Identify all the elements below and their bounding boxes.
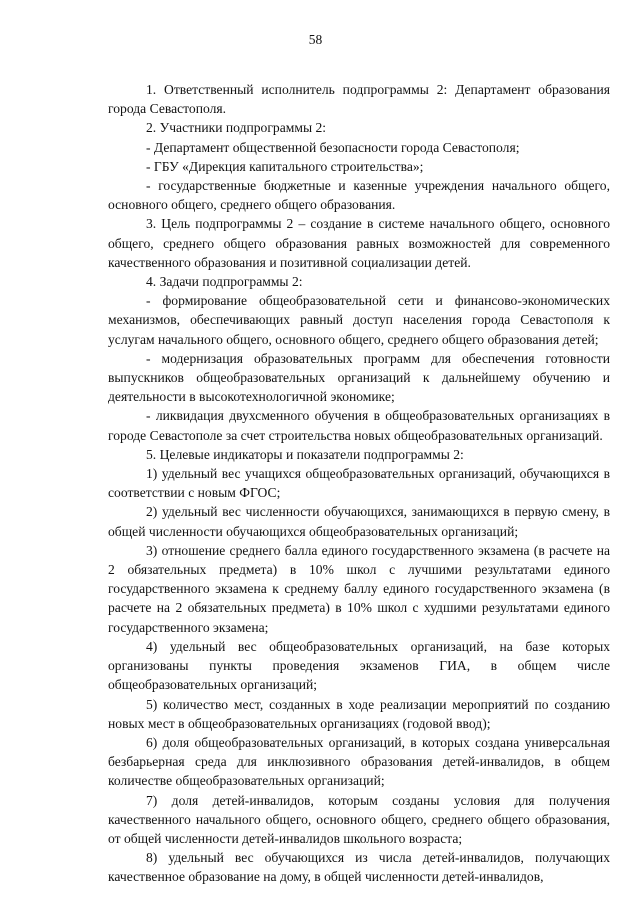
task-item: - модернизация образовательных программ для обеспечения готовности выпускников общеобразовательных организаций к дальнейшему обучению и деятельности в высокотехнологичной экономике;: [108, 350, 610, 405]
participant-item: - государственные бюджетные и казенные учреждения начального общего, основного общего, среднего общего образования.: [108, 178, 610, 213]
page-number: 58: [308, 32, 323, 47]
indicator-item: 5) количество мест, созданных в ходе реализации мероприятий по созданию новых мест в общеобразовательных организациях (годовой ввод);: [108, 696, 610, 731]
indicator-item: 3) отношение среднего балла единого государственного экзамена (в расчете на 2 обязательных предмета) в 10% школ с лучшими результатами единого государственного экзамена к среднему баллу единого государственного экзамена (в расчете на 2 обязательных предмета) в 10% школ с худшими результатами единого государственного экзамена;: [108, 542, 610, 635]
paragraph-goal: 3. Цель подпрограммы 2 – создание в системе начального общего, основного общего, среднего общего образования равных возможностей для современного качественного образования и позитивной социализации детей.: [108, 216, 610, 270]
task-item: - формирование общеобразовательной сети и финансово-экономических механизмов, обеспечивающих равный доступ населения города Севастополя к услугам начального общего, основного общего, среднего общего образования детей;: [108, 293, 610, 347]
indicator-item: 8) удельный вес обучающихся из числа детей-инвалидов, получающих качественное образование на дому, в общей численности детей-инвалидов,: [108, 850, 610, 885]
indicator-item: 6) доля общеобразовательных организаций, в которых создана универсальная безбарьерная среда для инклюзивного образования детей-инвалидов, в общем количестве общеобразовательных организаций;: [108, 734, 610, 789]
indicator-item: 2) удельный вес численности обучающихся, занимающихся в первую смену, в общей численности обучающихся общеобразовательных организаций;: [108, 504, 610, 539]
participant-item: - Департамент общественной безопасности города Севастополя;: [146, 139, 520, 155]
task-item: - ликвидация двухсменного обучения в общеобразовательных организациях в городе Севастополе за счет строительства новых общеобразовательных организаций.: [108, 408, 610, 443]
document-body: [108, 80, 610, 887]
paragraph-tasks-heading: 4. Задачи подпрограммы 2:: [146, 274, 303, 290]
indicator-item: 4) удельный вес общеобразовательных организаций, на базе которых организованы пункты проведения экзаменов ГИА, в общем числе общеобразовательных организаций;: [108, 638, 610, 693]
paragraph-executor: 1. Ответственный исполнитель подпрограммы 2: Департамент образования города Севастополя.: [108, 82, 610, 117]
indicator-item: 1) удельный вес учащихся общеобразовательных организаций, обучающихся в соответствии с новым ФГОС;: [108, 466, 610, 501]
paragraph-indicators-heading: 5. Целевые индикаторы и показатели подпрограммы 2:: [146, 446, 464, 462]
indicator-item: 7) доля детей-инвалидов, которым созданы условия для получения качественного начального общего, основного общего, среднего общего образования, от общей численности детей-инвалидов школьного возраста;: [108, 792, 610, 846]
participant-item: - ГБУ «Дирекция капитального строительства»;: [146, 158, 424, 174]
paragraph-participants-heading: 2. Участники подпрограммы 2:: [146, 120, 327, 136]
